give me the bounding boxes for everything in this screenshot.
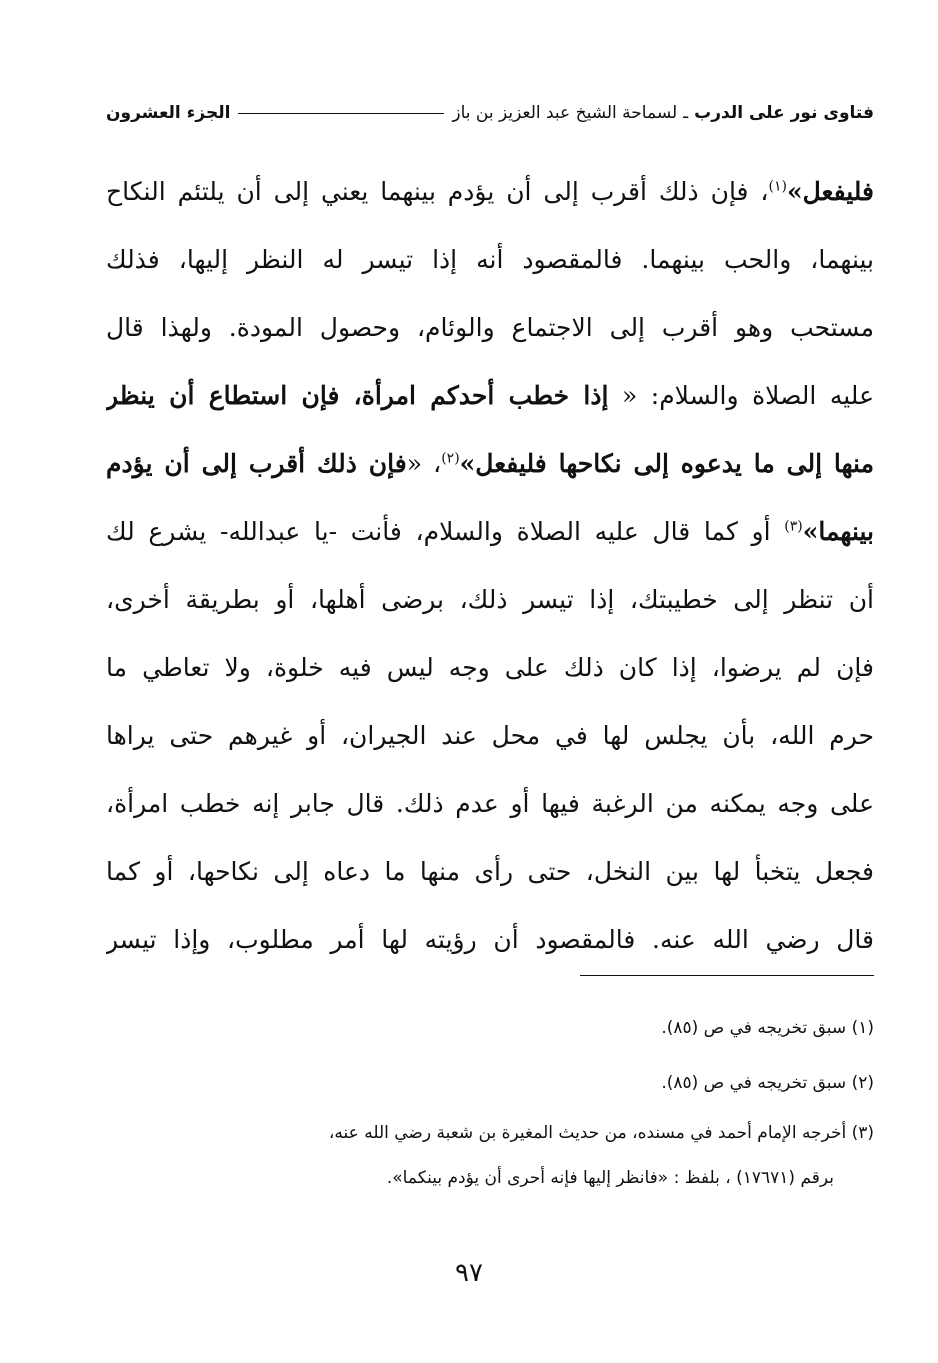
- running-header: [106, 96, 874, 130]
- body-line: [106, 702, 874, 770]
- body-line: [106, 566, 874, 634]
- body-segment: أو كما قال عليه الصلاة والسلام، فأنت -يا عبدالله- يشرع لك: [106, 517, 785, 546]
- footnote-separator: [580, 975, 874, 976]
- body-line: [106, 770, 874, 838]
- footnote-3-continuation: برقم (١٧٦٧١) ، بلفظ : «فانظر إليها فإنه أحرى أن يؤدم بينكما».: [386, 1168, 834, 1188]
- body-segment: مستحب وهو أقرب إلى الاجتماع والوئام، وحصول المودة. ولهذا قال: [106, 313, 874, 342]
- header-book-title: فتاوى نور على الدرب: [694, 103, 874, 123]
- body-line: [106, 226, 874, 294]
- body-line: [106, 906, 874, 974]
- body-text: [106, 158, 874, 974]
- body-segment: ، فإن ذلك أقرب إلى أن يؤدم بينهما يعني إلى أن يلتئم النكاح: [106, 177, 769, 206]
- body-line: [106, 430, 874, 498]
- body-segment: فإن لم يرضوا، إذا كان ذلك على وجه ليس فيه خلوة، ولا تعاطي ما: [106, 653, 874, 682]
- page-number: ٩٧: [455, 1258, 483, 1288]
- hadith-quote: فليفعل»: [786, 177, 874, 206]
- body-line: [106, 634, 874, 702]
- body-line: [106, 498, 874, 566]
- body-segment: قال رضي الله عنه. فالمقصود أن رؤيته لها أمر مطلوب، وإذا تيسر: [106, 925, 874, 954]
- header-volume: الجزء العشرون: [106, 103, 231, 123]
- footnote-2: (٢) سبق تخريجه في ص (٨٥).: [661, 1073, 874, 1093]
- body-line: [106, 838, 874, 906]
- body-line: [106, 294, 874, 362]
- body-segment: عليه الصلاة والسلام: «: [608, 381, 874, 410]
- body-segment: بينهما، والحب بينهما. فالمقصود أنه إذا تيسر له النظر إليها، فذلك: [106, 245, 874, 274]
- body-line: [106, 158, 874, 226]
- footnote-reference: (١): [768, 178, 787, 195]
- header-author: لسماحة الشيخ عبد العزيز بن باز: [452, 103, 678, 123]
- header-rule: [238, 113, 444, 114]
- body-segment: ، «: [406, 449, 442, 478]
- body-segment: على وجه يمكنه من الرغبة فيها أو عدم ذلك. قال جابر إنه خطب امرأة،: [106, 789, 874, 818]
- footnote-reference: (٣): [784, 518, 803, 535]
- body-line: [106, 362, 874, 430]
- body-segment: فجعل يتخبأ لها بين النخل، حتى رأى منها ما دعاه إلى نكاحها، أو كما: [106, 857, 874, 886]
- header-dash: ـ: [683, 103, 689, 123]
- body-segment: أن تنظر إلى خطيبتك، إذا تيسر ذلك، برضى أهلها، أو بطريقة أخرى،: [106, 585, 874, 614]
- hadith-quote: إذا خطب أحدكم امرأة، فإن استطاع أن ينظر: [106, 381, 609, 410]
- footnote-1: (١) سبق تخريجه في ص (٨٥).: [661, 1018, 874, 1038]
- hadith-quote: بينهما»: [802, 517, 874, 546]
- footnote-3: (٣) أخرجه الإمام أحمد في مسنده، من حديث المغيرة بن شعبة رضي الله عنه،: [328, 1123, 874, 1143]
- footnote-reference: (٢): [441, 450, 460, 467]
- hadith-quote: فإن ذلك أقرب إلى أن يؤدم: [106, 449, 407, 478]
- body-segment: حرم الله، بأن يجلس لها في محل عند الجيران، أو غيرهم حتى يراها: [106, 721, 874, 750]
- footnotes: [106, 1005, 874, 1200]
- hadith-quote: منها إلى ما يدعوه إلى نكاحها فليفعل»: [459, 449, 874, 478]
